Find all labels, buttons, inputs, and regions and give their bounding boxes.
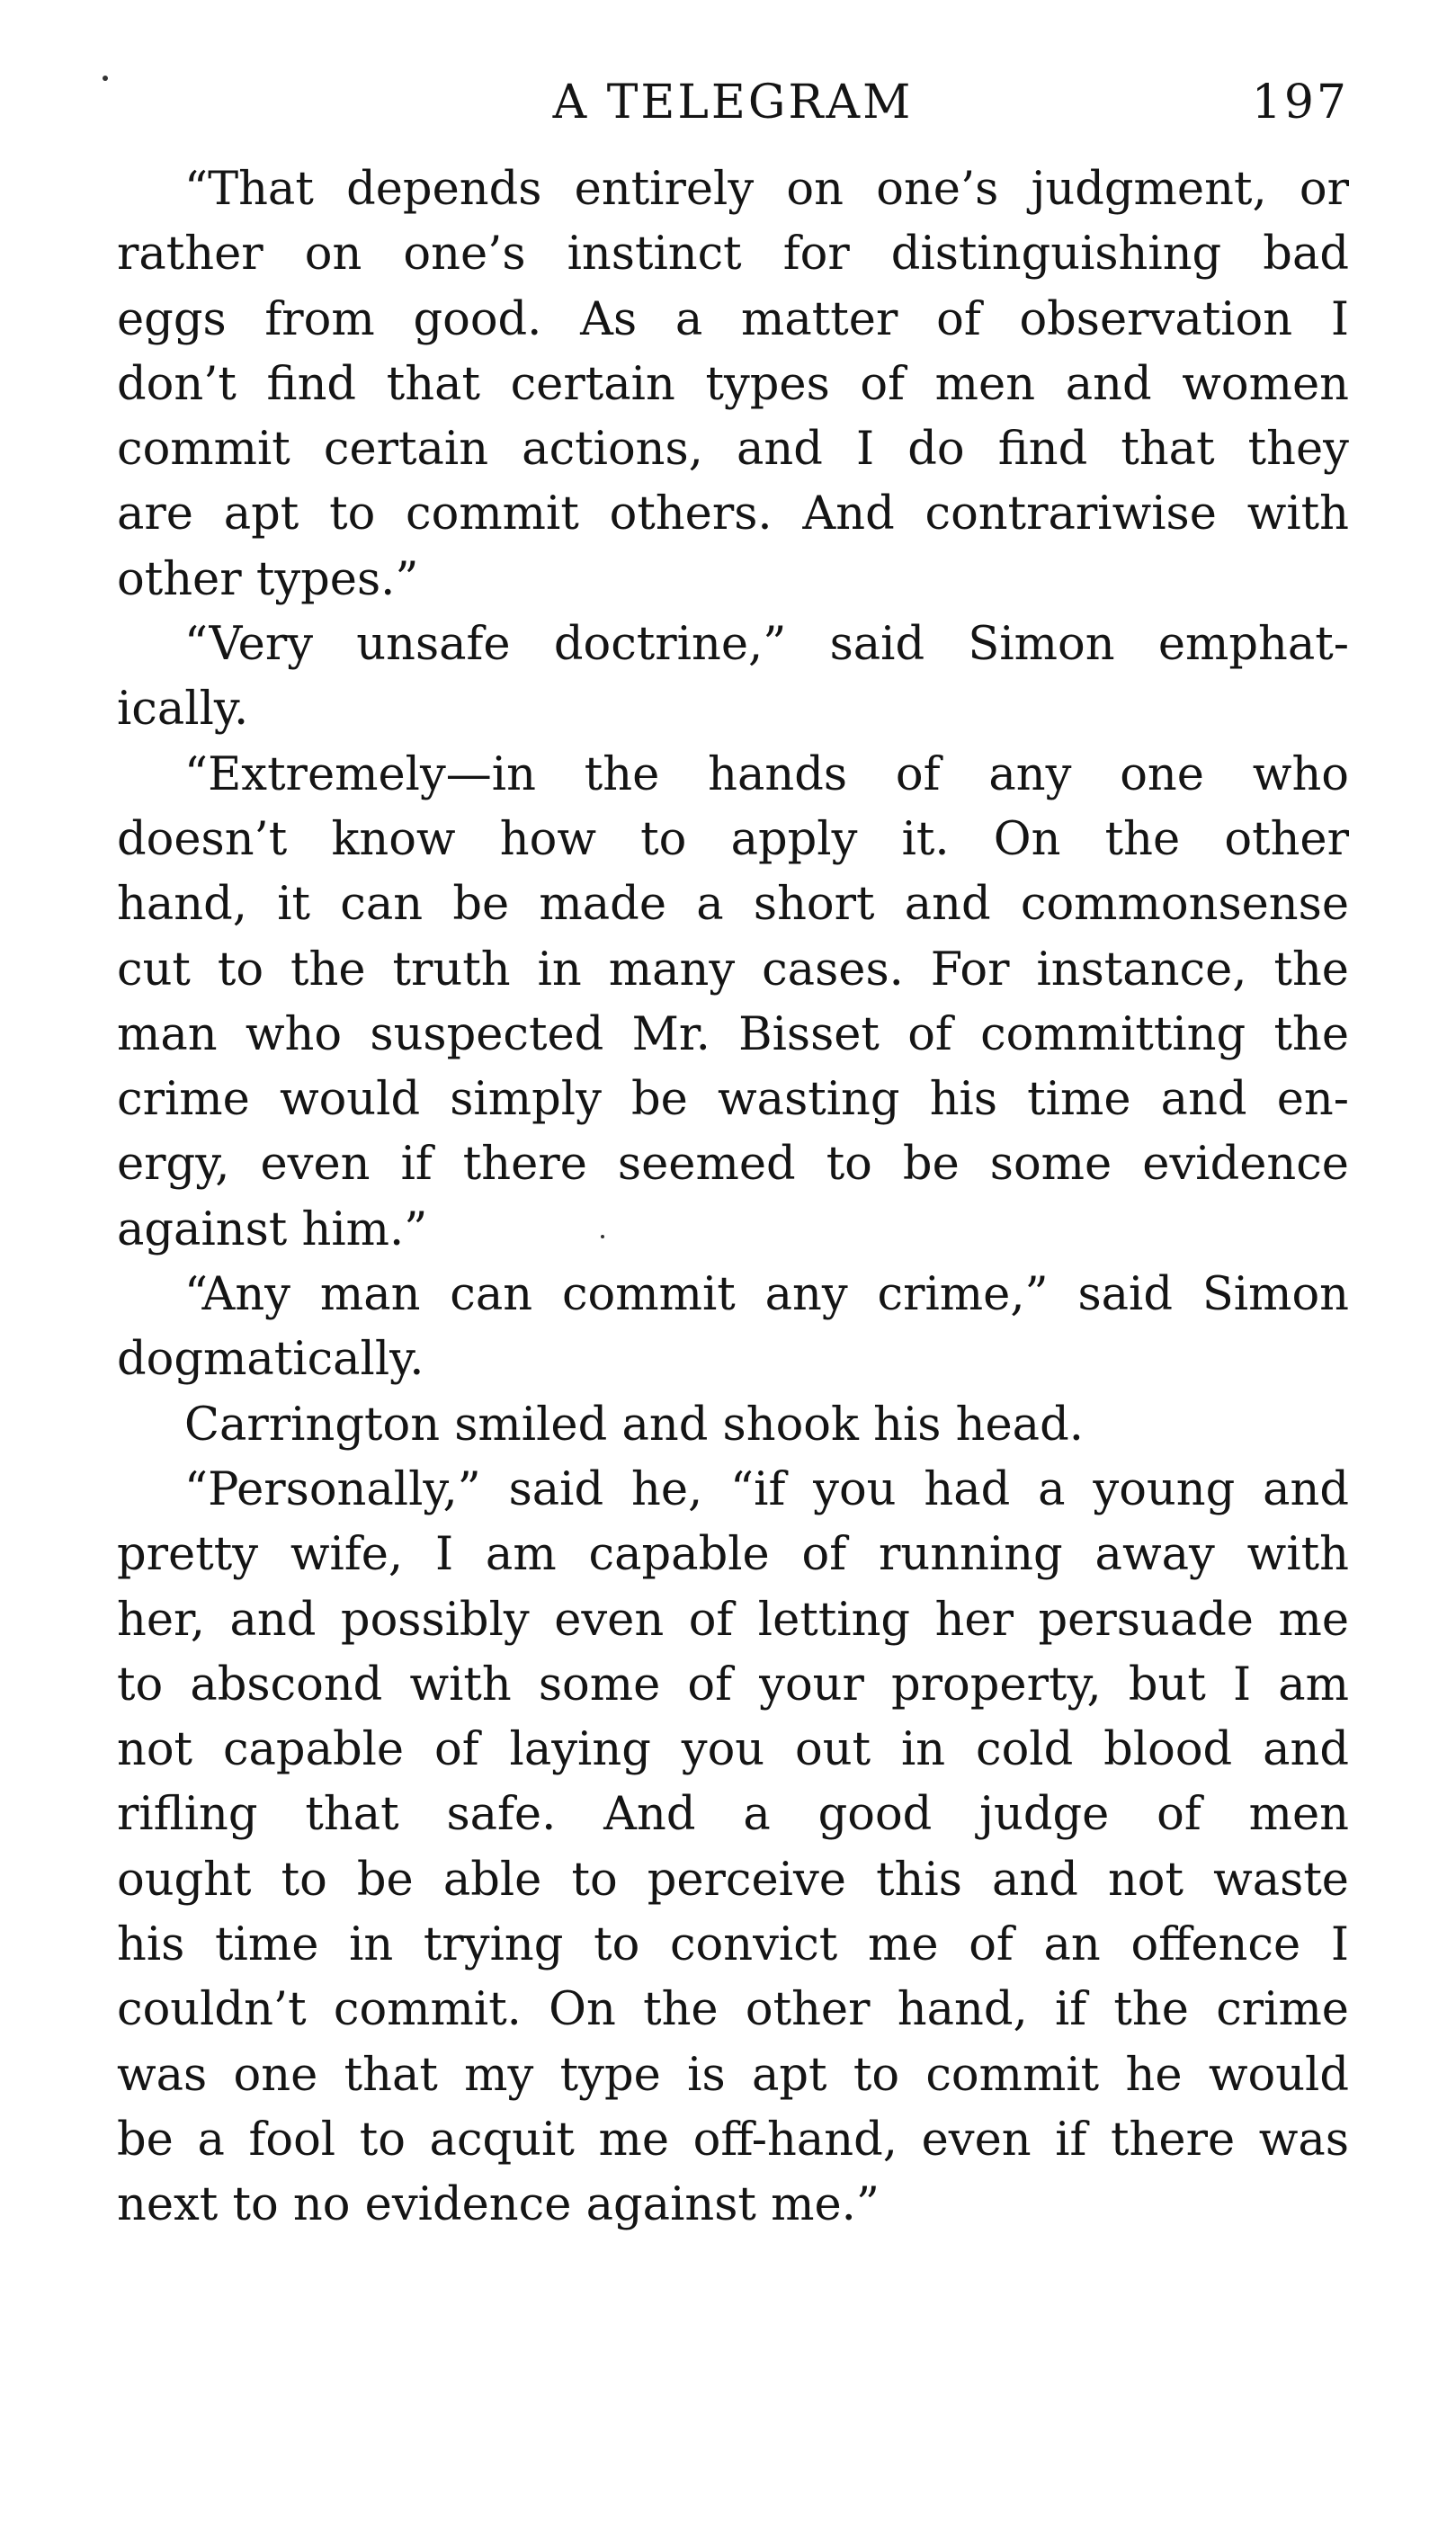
text-line: was one that my type is apt to commit he would bbox=[117, 2048, 1349, 2102]
running-head bbox=[117, 76, 1349, 139]
text-line: dogmatically. bbox=[117, 1333, 424, 1387]
text-line: crime would simply be wasting his time and en- bbox=[117, 1073, 1349, 1127]
text-line: “Personally,” said he, “if you had a young and bbox=[184, 1462, 1349, 1516]
text-line: cut to the truth in many cases. For instance, the bbox=[117, 943, 1349, 996]
text-line: to abscond with some of your property, but I am bbox=[117, 1658, 1349, 1711]
text-line: “Extremely—in the hands of any one who bbox=[184, 747, 1349, 801]
text-line: her, and possibly even of letting her persuade me bbox=[117, 1593, 1349, 1647]
text-line: commit certain actions, and I do find that they bbox=[117, 423, 1349, 477]
ink-speck bbox=[103, 76, 108, 81]
body-text bbox=[117, 157, 1349, 2239]
text-line: Carrington smiled and shook his head. bbox=[184, 1398, 1084, 1452]
text-line: “That depends entirely on one’s judgment, or bbox=[184, 163, 1349, 216]
text-line: are apt to commit others. And contrariwise with bbox=[117, 487, 1349, 541]
text-line: doesn’t know how to apply it. On the other bbox=[117, 812, 1349, 866]
text-line: “Very unsafe doctrine,” said Simon emphat- bbox=[184, 618, 1349, 672]
text-line: “Any man can commit any crime,” said Simon bbox=[184, 1268, 1349, 1322]
page-number: 197 bbox=[1251, 76, 1349, 130]
text-line: his time in trying to convict me of an offence I bbox=[117, 1918, 1349, 1972]
text-line: not capable of laying you out in cold blood and bbox=[117, 1723, 1349, 1777]
text-line: man who suspected Mr. Bisset of committing the bbox=[117, 1007, 1349, 1061]
text-line: ically. bbox=[117, 683, 249, 737]
text-line: rifling that safe. And a good judge of men bbox=[117, 1788, 1349, 1842]
text-line: pretty wife, I am capable of running away with bbox=[117, 1528, 1349, 1582]
text-line: be a fool to acquit me off-hand, even if there was bbox=[117, 2113, 1349, 2167]
text-line: don’t find that certain types of men and women bbox=[117, 357, 1349, 411]
text-line: hand, it can be made a short and commonsense bbox=[117, 878, 1349, 932]
text-line: rather on one’s instinct for distinguishing bad bbox=[117, 228, 1349, 282]
text-line: other types.” bbox=[117, 552, 419, 606]
text-line: eggs from good. As a matter of observation I bbox=[117, 292, 1349, 346]
text-line: against him.” bbox=[117, 1202, 428, 1256]
running-title: A TELEGRAM bbox=[552, 76, 914, 130]
text-line: next to no evidence against me.” bbox=[117, 2178, 880, 2232]
text-line: ergy, even if there seemed to be some evidence bbox=[117, 1138, 1349, 1192]
text-line: ought to be able to perceive this and not waste bbox=[117, 1853, 1349, 1907]
text-line: couldn’t commit. On the other hand, if the crime bbox=[117, 1983, 1349, 2037]
